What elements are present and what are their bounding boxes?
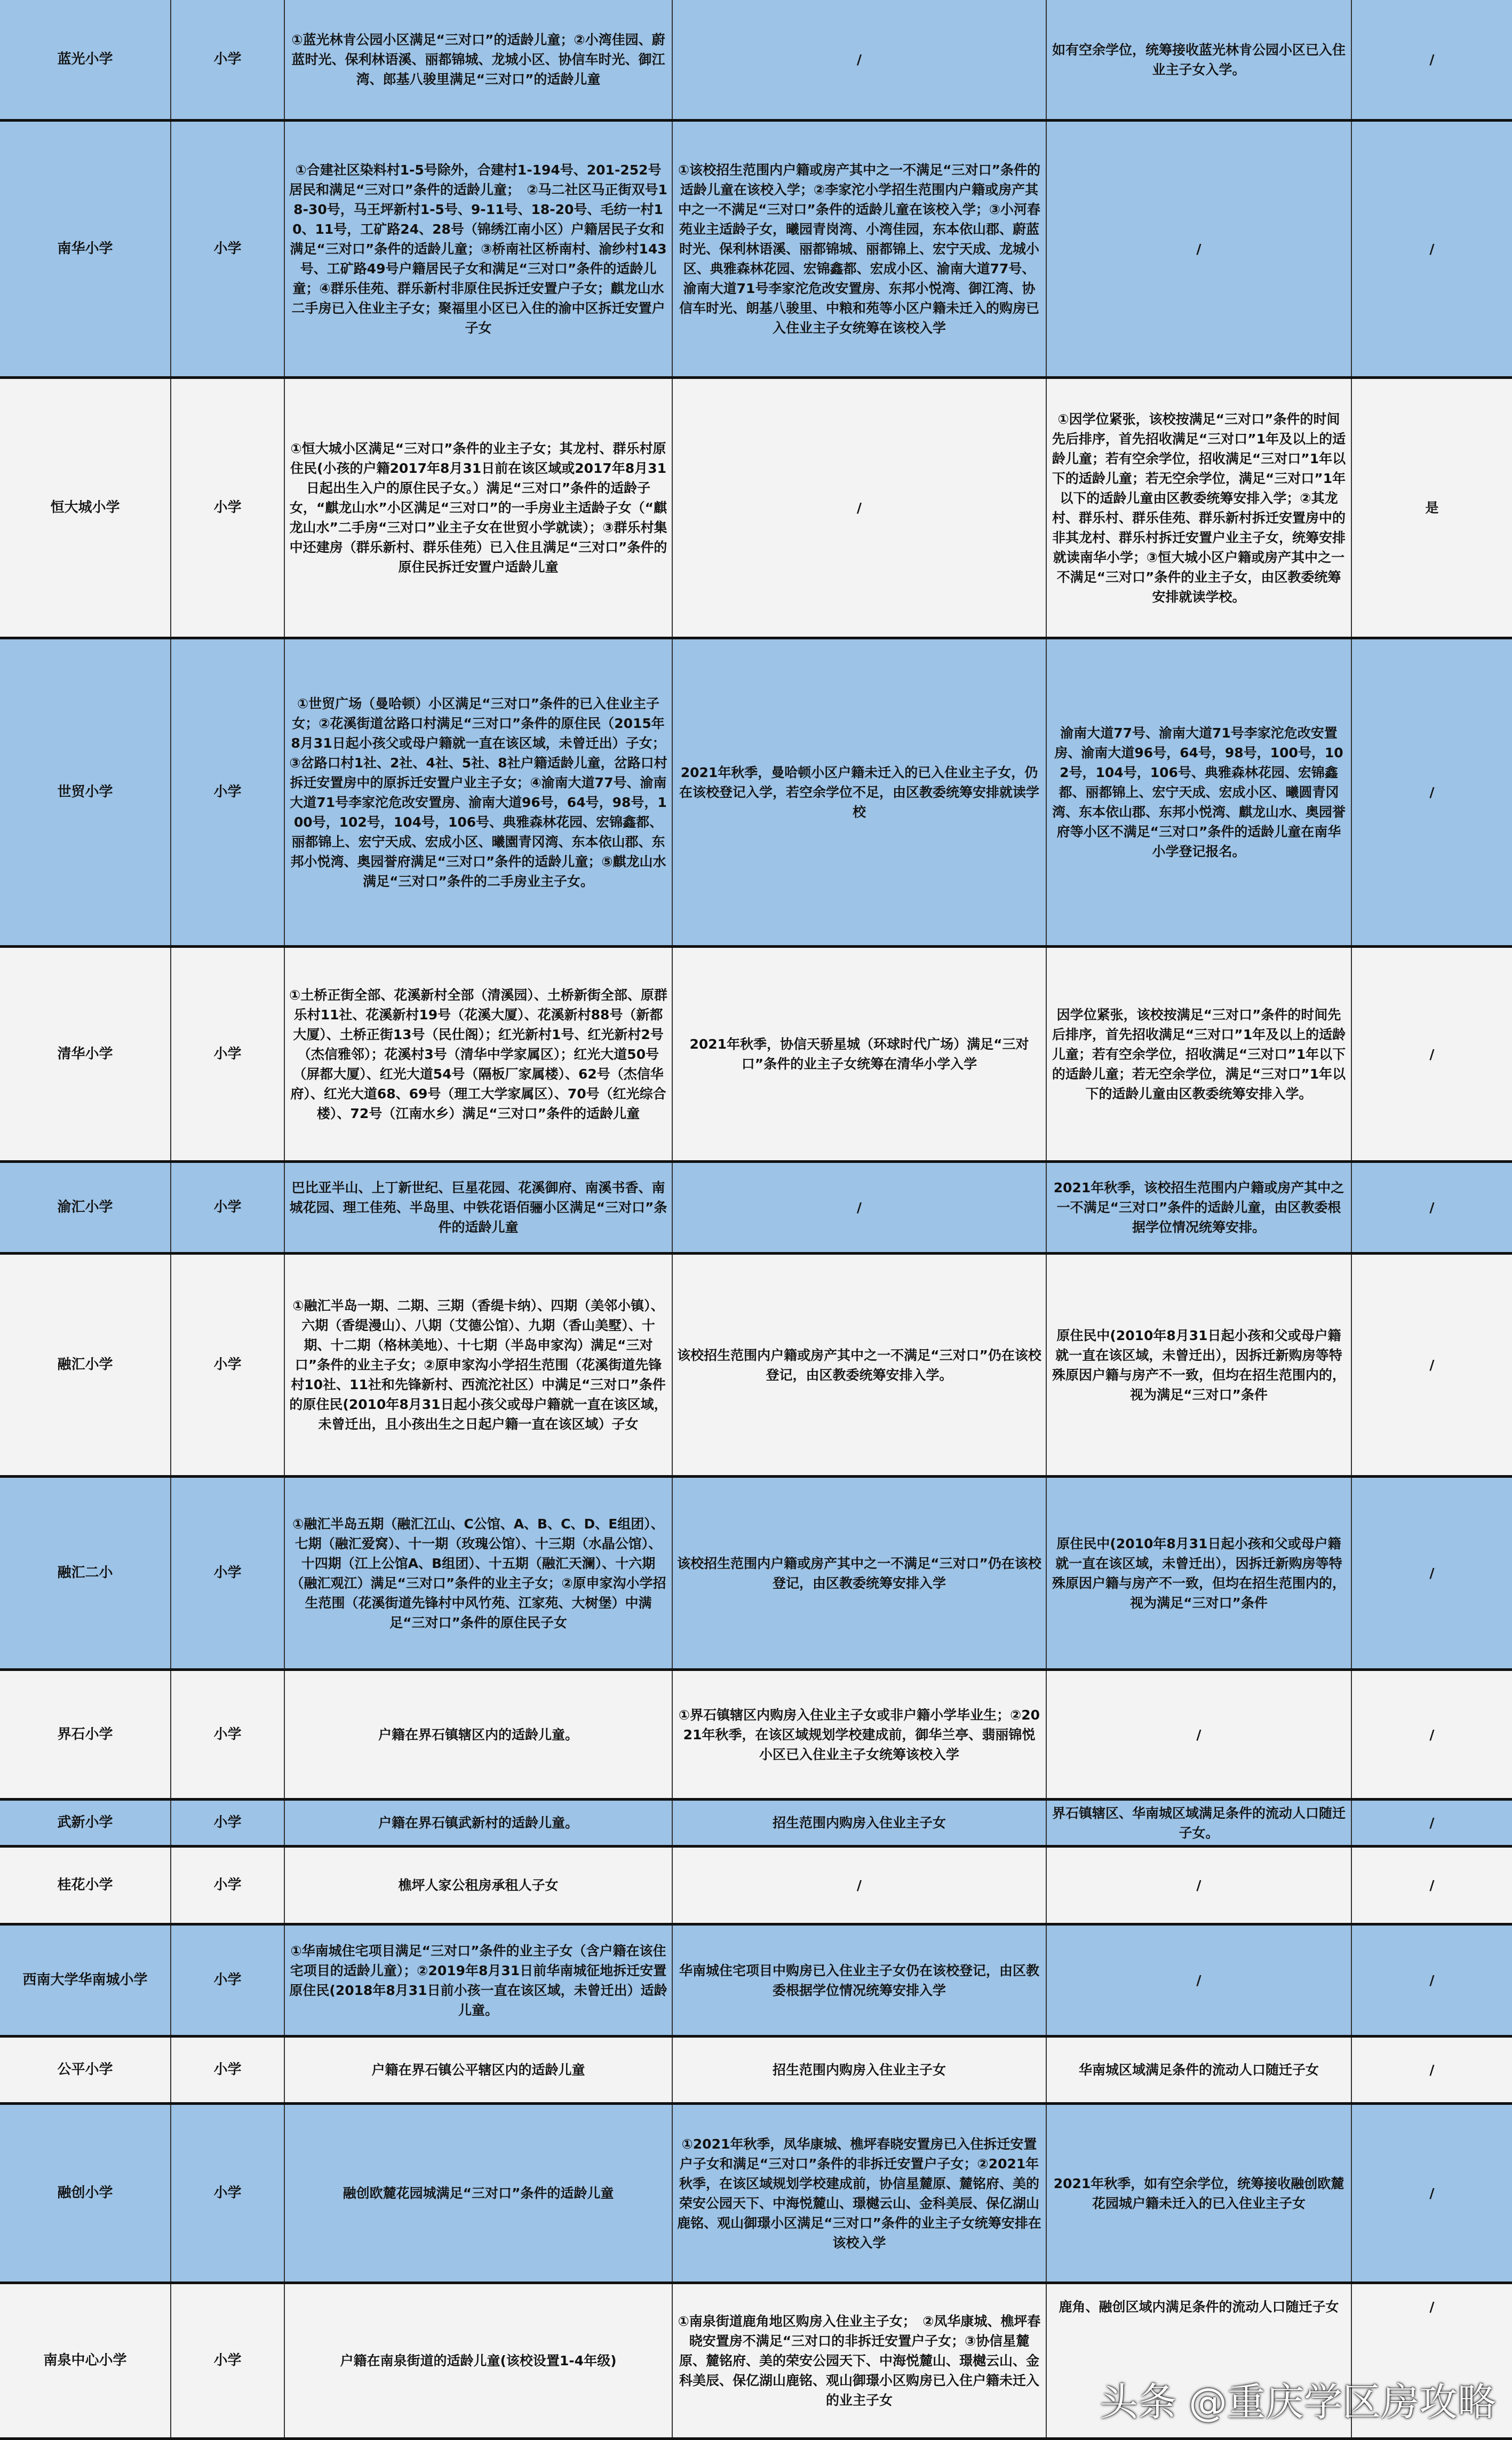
- flag-value-cell: /: [1429, 2185, 1435, 2201]
- school-type-cell: 小学: [171, 1848, 285, 1923]
- supplementary-enrollment-cell: 招生范围内购房入住业主子女: [673, 1801, 1047, 1845]
- school-name-cell: 南华小学: [0, 122, 171, 376]
- school-type-cell: 小学: [171, 1926, 285, 2035]
- table-row: [0, 0, 1512, 122]
- remarks-cell: 华南城区域满足条件的流动人口随迁子女: [1047, 2038, 1352, 2102]
- supplementary-enrollment-cell: ①该校招生范围内户籍或房产其中之一不满足“三对口”条件的适龄儿童在该校入学；②李家沱小学招生范围内户籍或房产其中之一不满足“三对口”条件的适龄儿童在该校入学；③小河春苑业主适龄子女，曦园青岗湾、小湾佳园，东本依山郡、蔚蓝时光、保利林语溪、丽都锦城、丽都锦上、宏宁天成、龙城小区、典雅森林花园、宏锦鑫都、宏成小区、渝南大道77号、渝南大道71号李家沱危改安置房、东邦小悦湾、御江湾、协信车时光、朗基八骏里、中粮和苑等小区户籍未迁入的购房已入住业主子女统筹在该校入学: [673, 122, 1047, 376]
- enrollment-range-cell: 户籍在界石镇武新村的适龄儿童。: [285, 1801, 673, 1845]
- enrollment-range-cell: ①世贸广场（曼哈顿）小区满足“三对口”条件的已入住业主子女；②花溪街道岔路口村满足“三对口”条件的原住民（2015年8月31日起小孩父或母户籍就一直在该区域，未曾迁出）子女；③岔路口村1社、2社、4社、5社、8社户籍适龄儿童，岔路口村拆迁安置房中的原拆迁安置户业主子女；④渝南大道77号、渝南大道71号李家沱危改安置房、渝南大道96号，64号，98号，100号，102号，104号，106号、典雅森林花园、宏锦鑫都、丽都锦上、宏宁天成、宏成小区、曦園青冈湾、东本依山郡、东邦小悦湾、奥园誉府满足“三对口”条件的适龄儿童；⑤麒龙山水满足“三对口”条件的二手房业主子女。: [285, 639, 673, 945]
- table-row: [0, 1801, 1512, 1848]
- supplementary-enrollment-cell: /: [673, 379, 1047, 637]
- supplementary-enrollment-cell: 2021年秋季，协信天骄星城（环球时代广场）满足“三对口”条件的业主子女统筹在清华小学入学: [673, 948, 1047, 1160]
- flag-value-cell: /: [1429, 1357, 1435, 1373]
- supplementary-enrollment-cell: 2021年秋季，曼哈顿小区户籍未迁入的已入住业主子女，仍在该校登记入学，若空余学位不足，由区教委统筹安排就读学校: [673, 639, 1047, 945]
- school-name-cell: 西南大学华南城小学: [0, 1926, 171, 2035]
- school-type-cell: 小学: [171, 1478, 285, 1668]
- supplementary-enrollment-cell: 招生范围内购房入住业主子女: [673, 2038, 1047, 2102]
- remarks-cell: 原住民中(2010年8月31日起小孩和父或母户籍就一直在该区域，未曾迁出），因拆迁新购房等特殊原因户籍与房产不一致，但均在招生范围内的，视为满足“三对口”条件: [1047, 1255, 1352, 1475]
- table-row: [0, 639, 1512, 948]
- school-type-cell: 小学: [171, 2105, 285, 2281]
- enrollment-range-cell: 户籍在界石镇辖区内的适龄儿童。: [285, 1671, 673, 1798]
- school-type-cell: 小学: [171, 1671, 285, 1798]
- remarks-cell: 原住民中(2010年8月31日起小孩和父或母户籍就一直在该区域，未曾迁出），因拆迁新购房等特殊原因户籍与房产不一致，但均在招生范围内的，视为满足“三对口”条件: [1047, 1478, 1352, 1668]
- enrollment-range-cell: ①融汇半岛一期、二期、三期（香缇卡纳）、四期（美邻小镇）、六期（香缇漫山）、八期（艾德公馆）、九期（香山美墅）、十期、十二期（格林美地）、十七期（半岛申家沟）满足“三对口”条件的业主子女；②原申家沟小学招生范围（花溪街道先锋村10社、11社和先锋新村、西流沱社区）中满足“三对口”条件的原住民(2010年8月31日起小孩父或母户籍就一直在该区域，未曾迁出，且小孩出生之日起户籍一直在该区域）子女: [285, 1255, 673, 1475]
- remarks-cell: /: [1047, 1926, 1352, 2035]
- school-type-cell: 小学: [171, 0, 285, 119]
- flag-value-cell: /: [1429, 1815, 1435, 1831]
- remarks-cell: /: [1047, 122, 1352, 376]
- school-type-cell: 小学: [171, 379, 285, 637]
- enrollment-range-cell: ①土桥正街全部、花溪新村全部（清溪园）、土桥新街全部、原群乐村11社、花溪新村19号（花溪大厦）、花溪新村88号（新都大厦）、土桥正街13号（民仕阁）；红光新村1号、红光新村2号（杰信雅邻）；花溪村3号（清华中学家属区）；红光大道50号（屏都大厦）、红光大道54号（隔板厂家属楼）、62号（杰信华府）、红光大道68、69号（理工大学家属区）、70号（红光综合楼）、72号（江南水乡）满足“三对口”条件的适龄儿童: [285, 948, 673, 1160]
- flag-value-cell: /: [1429, 785, 1435, 800]
- school-name-cell: 清华小学: [0, 948, 171, 1160]
- school-type-cell: 小学: [171, 122, 285, 376]
- supplementary-enrollment-cell: ①2021年秋季，凤华康城、樵坪春晓安置房已入住拆迁安置户子女和满足“三对口”条件的非拆迁安置户子女；②2021年秋季，在该区域规划学校建成前，协信星麓原、麓铭府、美的荣安公园天下、中海悦麓山、璟樾云山、金科美辰、保亿湖山鹿铭、观山御璟小区满足“三对口”条件的业主子女统筹安排在该校入学: [673, 2105, 1047, 2281]
- enrollment-range-cell: 户籍在南泉街道的适龄儿童(该校设置1-4年级): [285, 2284, 673, 2437]
- school-name-cell: 桂花小学: [0, 1848, 171, 1923]
- enrollment-range-cell: 融创欧麓花园城满足“三对口”条件的适龄儿童: [285, 2105, 673, 2281]
- flag-value-cell: /: [1429, 1726, 1435, 1742]
- flag-value-cell: /: [1429, 52, 1435, 67]
- supplementary-enrollment-cell: 华南城住宅项目中购房已入住业主子女仍在该校登记，由区教委根据学位情况统筹安排入学: [673, 1926, 1047, 2035]
- school-name-cell: 公平小学: [0, 2038, 171, 2102]
- table-row: [0, 1848, 1512, 1926]
- flag-value-cell: /: [1429, 241, 1435, 257]
- school-name-cell: 南泉中心小学: [0, 2284, 171, 2437]
- remarks-cell: 鹿角、融创区域内满足条件的流动人口随迁子女: [1047, 2284, 1352, 2437]
- school-name-cell: 武新小学: [0, 1801, 171, 1845]
- enrollment-range-cell: ①华南城住宅项目满足“三对口”条件的业主子女（含户籍在该住宅项目的适龄儿童）；②2019年8月31日前华南城征地拆迁安置原住民(2018年8月31日前小孩一直在该区域，未曾迁出）适龄儿童。: [285, 1926, 673, 2035]
- remarks-cell: 渝南大道77号、渝南大道71号李家沱危改安置房、渝南大道96号，64号，98号，100号，102号，104号，106号、典雅森林花园、宏锦鑫都、丽都锦上、宏宁天成、宏成小区、曦圆青冈湾、东本依山郡、东邦小悦湾、麒龙山水、奥园誉府等小区不满足“三对口”条件的适龄儿童在南华小学登记报名。: [1047, 639, 1352, 945]
- school-name-cell: 世贸小学: [0, 639, 171, 945]
- supplementary-enrollment-cell: /: [673, 1163, 1047, 1252]
- school-name-cell: 恒大城小学: [0, 379, 171, 637]
- enrollment-range-cell: ①蓝光林肯公园小区满足“三对口”的适龄儿童；②小湾佳园、蔚蓝时光、保利林语溪、丽都锦城、龙城小区、协信车时光、御江湾、郎基八骏里满足“三对口”的适龄儿童: [285, 0, 673, 119]
- supplementary-enrollment-cell: /: [673, 1848, 1047, 1923]
- flag-value-cell: /: [1429, 2062, 1435, 2078]
- supplementary-enrollment-cell: ①南泉街道鹿角地区购房入住业主子女； ②凤华康城、樵坪春晓安置房不满足“三对口的非拆迁安置户子女；③协信星麓原、麓铭府、美的荣安公园天下、中海悦麓山、璟樾云山、金科美辰、保亿湖山鹿铭、观山御璟小区购房已入住户籍未迁入的业主子女: [673, 2284, 1047, 2437]
- table-row: [0, 1255, 1512, 1478]
- flag-value-cell: /: [1429, 2299, 1435, 2315]
- school-name-cell: 融汇小学: [0, 1255, 171, 1475]
- brand-watermark: 头条 @重庆学区房攻略: [1100, 2380, 1496, 2425]
- flag-value-cell: 是: [1425, 500, 1439, 516]
- remarks-cell: 2021年秋季，该校招生范围内户籍或房产其中之一不满足“三对口”条件的适龄儿童，由区教委根据学位情况统筹安排。: [1047, 1163, 1352, 1252]
- supplementary-enrollment-cell: /: [673, 0, 1047, 119]
- school-type-cell: 小学: [171, 2038, 285, 2102]
- school-type-cell: 小学: [171, 1255, 285, 1475]
- school-type-cell: 小学: [171, 1163, 285, 1252]
- flag-value-cell: /: [1429, 1200, 1435, 1215]
- table-row: [0, 1163, 1512, 1255]
- remarks-cell: /: [1047, 1671, 1352, 1798]
- flag-value-cell: /: [1429, 1877, 1435, 1893]
- school-name-cell: 融创小学: [0, 2105, 171, 2281]
- table-row: [0, 2038, 1512, 2105]
- remarks-cell: 界石镇辖区、华南城区域满足条件的流动人口随迁子女。: [1047, 1801, 1352, 1845]
- table-row: [0, 2105, 1512, 2284]
- table-row: [0, 1478, 1512, 1671]
- flag-value-cell: /: [1429, 1565, 1435, 1581]
- school-name-cell: 融汇二小: [0, 1478, 171, 1668]
- school-type-cell: 小学: [171, 948, 285, 1160]
- enrollment-range-cell: ①融汇半岛五期（融汇江山、C公馆、A、B、C、D、E组团）、七期（融汇爱窝）、十一期（玫瑰公馆）、十三期（水晶公馆）、十四期（江上公馆A、B组团）、十五期（融汇天澜）、十六期（融汇观江）满足“三对口”条件的业主子女；②原申家沟小学招生范围（花溪街道先锋村中风竹苑、江家苑、大树堡）中满足“三对口”条件的原住民子女: [285, 1478, 673, 1668]
- supplementary-enrollment-cell: 该校招生范围内户籍或房产其中之一不满足“三对口”仍在该校登记，由区教委统筹安排入学。: [673, 1255, 1047, 1475]
- school-name-cell: 界石小学: [0, 1671, 171, 1798]
- school-name-cell: 渝汇小学: [0, 1163, 171, 1252]
- remarks-cell: ①因学位紧张，该校按满足“三对口”条件的时间先后排序，首先招收满足“三对口”1年及以上的适龄儿童；若有空余学位，招收满足“三对口”1年以下的适龄儿童；若无空余学位，满足“三对口”1年以下的适龄儿童由区教委统筹安排入学；②其龙村、群乐村、群乐佳苑、群乐新村拆迁安置房中的非其龙村、群乐村拆迁安置户业主子女，统筹安排就读南华小学；③恒大城小区户籍或房产其中之一不满足“三对口”条件的业主子女，由区教委统筹安排就读学校。: [1047, 379, 1352, 637]
- enrollment-range-cell: 巴比亚半山、上丁新世纪、巨星花园、花溪御府、南溪书香、南城花园、理工佳苑、半岛里、中铁花语佰骊小区满足“三对口”条件的适龄儿童: [285, 1163, 673, 1252]
- remarks-cell: 因学位紧张，该校按满足“三对口”条件的时间先后排序，首先招收满足“三对口”1年及以上的适龄儿童；若有空余学位，招收满足“三对口”1年以下的适龄儿童；若无空余学位，满足“三对口”1年以下的适龄儿童由区教委统筹安排入学。: [1047, 948, 1352, 1160]
- school-name-cell: 蓝光小学: [0, 0, 171, 119]
- supplementary-enrollment-cell: 该校招生范围内户籍或房产其中之一不满足“三对口”仍在该校登记，由区教委统筹安排入学: [673, 1478, 1047, 1668]
- table-row: [0, 122, 1512, 379]
- table-row: [0, 948, 1512, 1163]
- flag-value-cell: /: [1429, 1972, 1435, 1988]
- remarks-cell: 如有空余学位，统筹接收蓝光林肯公园小区已入住业主子女入学。: [1047, 0, 1352, 119]
- remarks-cell: 2021年秋季，如有空余学位，统筹接收融创欧麓花园城户籍未迁入的已入住业主子女: [1047, 2105, 1352, 2281]
- table-row: [0, 379, 1512, 639]
- table-row: [0, 1926, 1512, 2038]
- enrollment-range-cell: 户籍在界石镇公平辖区内的适龄儿童: [285, 2038, 673, 2102]
- enrollment-range-cell: 樵坪人家公租房承租人子女: [285, 1848, 673, 1923]
- supplementary-enrollment-cell: ①界石镇辖区内购房入住业主子女或非户籍小学毕业生；②2021年秋季，在该区域规划学校建成前，御华兰亭、翡丽锦悦小区已入住业主子女统筹该校入学: [673, 1671, 1047, 1798]
- school-type-cell: 小学: [171, 1801, 285, 1845]
- school-type-cell: 小学: [171, 2284, 285, 2437]
- flag-value-cell: /: [1429, 1046, 1435, 1062]
- remarks-cell: /: [1047, 1848, 1352, 1923]
- school-type-cell: 小学: [171, 639, 285, 945]
- table-row: [0, 1671, 1512, 1801]
- enrollment-range-cell: ①恒大城小区满足“三对口”条件的业主子女；其龙村、群乐村原住民(小孩的户籍2017年8月31日前在该区域或2017年8月31日起出生入户的原住民子女。）满足“三对口”条件的适龄子女，“麒龙山水”小区满足“三对口”的一手房业主适龄子女（“麒龙山水”二手房“三对口”业主子女在世贸小学就读）；③群乐村集中还建房（群乐新村、群乐佳苑）已入住且满足“三对口”条件的原住民拆迁安置户适龄儿童: [285, 379, 673, 637]
- enrollment-range-cell: ①合建社区染料村1-5号除外，合建村1-194号、201-252号居民和满足“三对口”条件的适龄儿童； ②马二社区马正街双号18-30号，马王坪新村1-5号、9-11号、18-20号、毛纺一村10、11号，工矿路24、28号（锦绣江南小区）户籍居民子女和满足“三对口”条件的适龄儿童；③桥南社区桥南村、渝纱村143号、工矿路49号户籍居民子女和满足“三对口”条件的适龄儿童；④群乐佳苑、群乐新村非原住民拆迁安置户子女；麒龙山水二手房已入住业主子女；聚福里小区已入住的渝中区拆迁安置户子女: [285, 122, 673, 376]
